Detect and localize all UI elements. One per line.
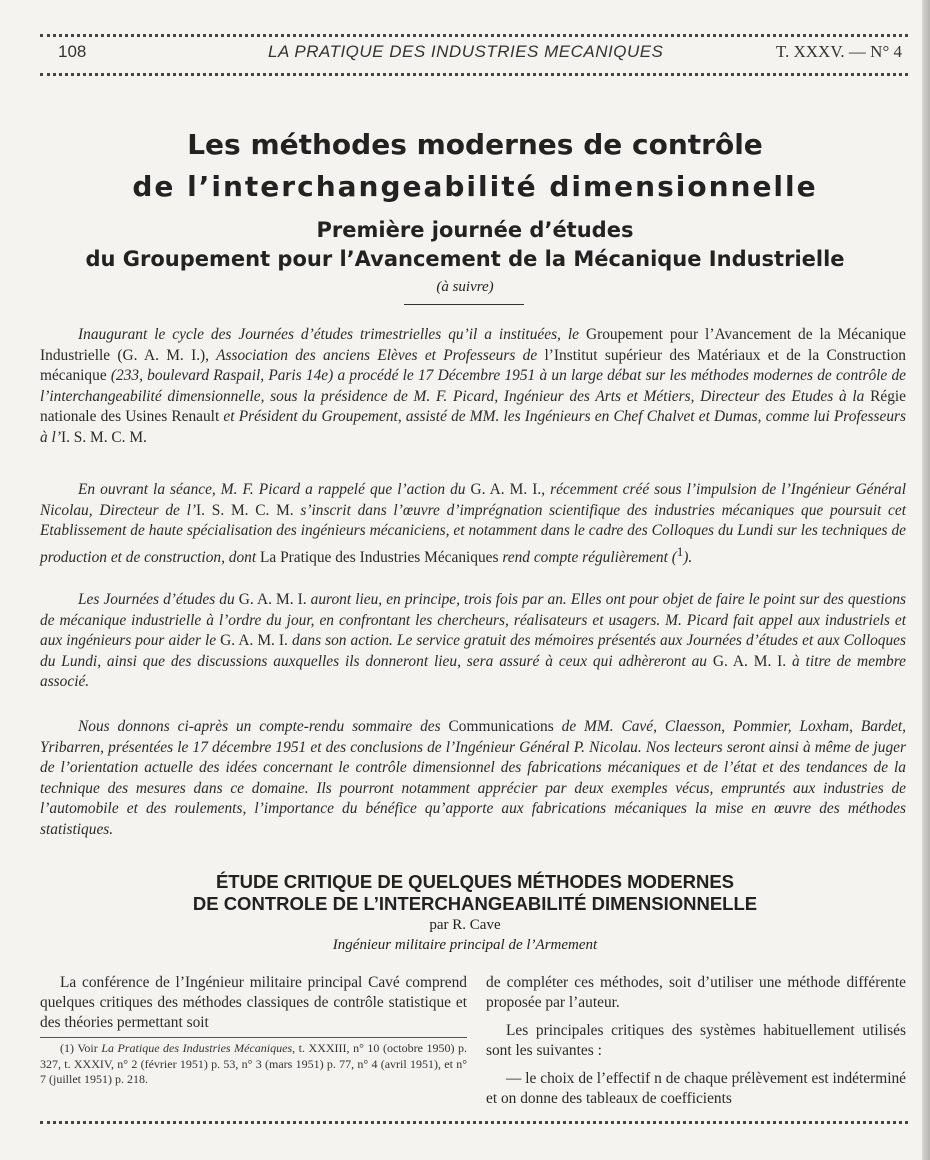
- page-edge-shadow: [922, 0, 930, 1160]
- section-heading-line2: DE CONTROLE DE L’INTERCHANGEABILITÉ DIMENSIONNELLE: [192, 893, 758, 914]
- intro-paragraph-2: En ouvrant la séance, M. F. Picard a rappelé que l’action du G. A. M. I., récemment créé sous l’impulsion de l’Ingénieur Général Nicolau, Directeur de l’I. S. M. C. M. s’inscrit dans l’œuvre d’imprégnation scientifique des industries mécaniques que poursuit cet Etablissement de haute spécialisation des ingénieurs mécaniciens, et notamment dans le cadre des Colloques du Lundi sur les techniques de production et de construction, dont La Pratique des Industries Mécaniques rend compte régulièrement ($^1$).: [40, 481, 906, 566]
- right-column-paragraph-2: Les principales critiques des systèmes habituellement utilisés sont les suivantes :: [486, 1022, 906, 1059]
- intro-paragraph-3: Les Journées d’études du G. A. M. I. auront lieu, en principe, trois fois par an. Elles ont pour objet de faire le point sur des questions de mécanique industrielle à l’ordre du jour, en confrontant les chercheurs, réalisateurs et usagers. M. Picard fait appel aux industriels et aux ingénieurs pour aider le G. A. M. I. dans son action. Le service gratuit des mémoires présentés aux Journées d’études et aux Colloques du Lundi, ainsi que des discussions auxquelles ils donneront lieu, sera assuré à ceux qui adhèreront au G. A. M. I. à titre de membre associé.: [40, 591, 907, 690]
- right-column-paragraph-1: de compléter ces méthodes, soit d’utiliser une méthode différente proposée par l’auteur.: [486, 974, 906, 1011]
- article-subtitle-line2: du Groupement pour l’Avancement de la Mécanique Industrielle: [85, 247, 845, 271]
- volume-issue: T. XXXV. — N° 4: [775, 42, 902, 61]
- article-title-line1: Les méthodes modernes de contrôle: [187, 128, 763, 161]
- footnote-ref: 1: [676, 544, 684, 559]
- page-number: 108: [58, 42, 87, 61]
- title-rule: [404, 304, 524, 305]
- body-column-right: [486, 973, 906, 1117]
- header-dotted-rule: [40, 73, 908, 76]
- footnote-rule: [40, 1037, 467, 1038]
- intro-paragraph-4: Nous donnons ci-après un compte-rendu sommaire des Communications de MM. Cavé, Claesson, Pommier, Loxham, Bardet, Yribarren, présentées le 17 décembre 1951 et des conclusions de l’Ingénieur Général P. Nicolau. Nos lecteurs seront ainsi à même de juger de l’orientation actuelle des idées concernant le contrôle dimensionnel des fabrications mécaniques et de l’état et des tendances de la technique des mesures dans ce domaine. Ils pourront notamment apprécier par deux exemples vécus, empruntés aux industries de l’automobile et des roulements, l’importance du bénéfice qu’apporte aux fabrications mécaniques la mise en œuvre des méthodes statistiques.: [40, 718, 907, 838]
- article-title-line2: de l’interchangeabilité dimensionnelle: [132, 170, 818, 203]
- right-column-paragraph-3: — le choix de l’effectif n de chaque prélèvement est indéterminé et on donne des tableaux de coefficients: [486, 1070, 906, 1107]
- bottom-dotted-rule: [40, 1121, 908, 1124]
- intro-paragraph-1: Inaugurant le cycle des Journées d’études trimestrielles qu’il a instituées, le Groupement pour l’Avancement de la Mécanique Industrielle (G. A. M. I.), Association des anciens Elèves et Professeurs de l’Institut supérieur des Matériaux et de la Construction mécanique (233, boulevard Raspail, Paris 14e) a procédé le 17 Décembre 1951 à un large débat sur les méthodes modernes de contrôle de l’interchangeabilité dimensionnelle, sous la présidence de M. F. Picard, Ingénieur des Arts et Métiers, Directeur des Etudes à la Régie nationale des Usines Renault et Président du Groupement, assisté de MM. les Ingénieurs en Chef Chalvet et Dumas, comme lui Professeurs à l’I. S. M. C. M.: [40, 326, 907, 446]
- article-subtitle-line1: Première journée d’études: [316, 218, 634, 242]
- top-dotted-rule: [40, 34, 908, 37]
- to-be-continued: (à suivre): [436, 279, 494, 295]
- section-heading-line1: ÉTUDE CRITIQUE DE QUELQUES MÉTHODES MODERNES: [215, 871, 735, 892]
- author-affiliation: Ingénieur militaire principal de l’Armement: [332, 937, 598, 953]
- footnote: (1) Voir La Pratique des Industries Mécaniques, t. XXXIII, n° 10 (octobre 1950) p. 327, t. XXXIV, n° 2 (février 1951) p. 53, n° 3 (mars 1951) p. 77, n° 4 (avril 1951), et n° 7 (juillet 1951) p. 218.: [40, 1041, 467, 1086]
- section-author: par R. Cave: [429, 917, 501, 933]
- running-header: [58, 42, 902, 66]
- journal-title: LA PRATIQUE DES INDUSTRIES MECANIQUES: [268, 42, 664, 61]
- body-column-left: La conférence de l’Ingénieur militaire principal Cavé comprend quelques critiques des méthodes classiques de contrôle statistique et des théories permettant soit: [40, 974, 467, 1031]
